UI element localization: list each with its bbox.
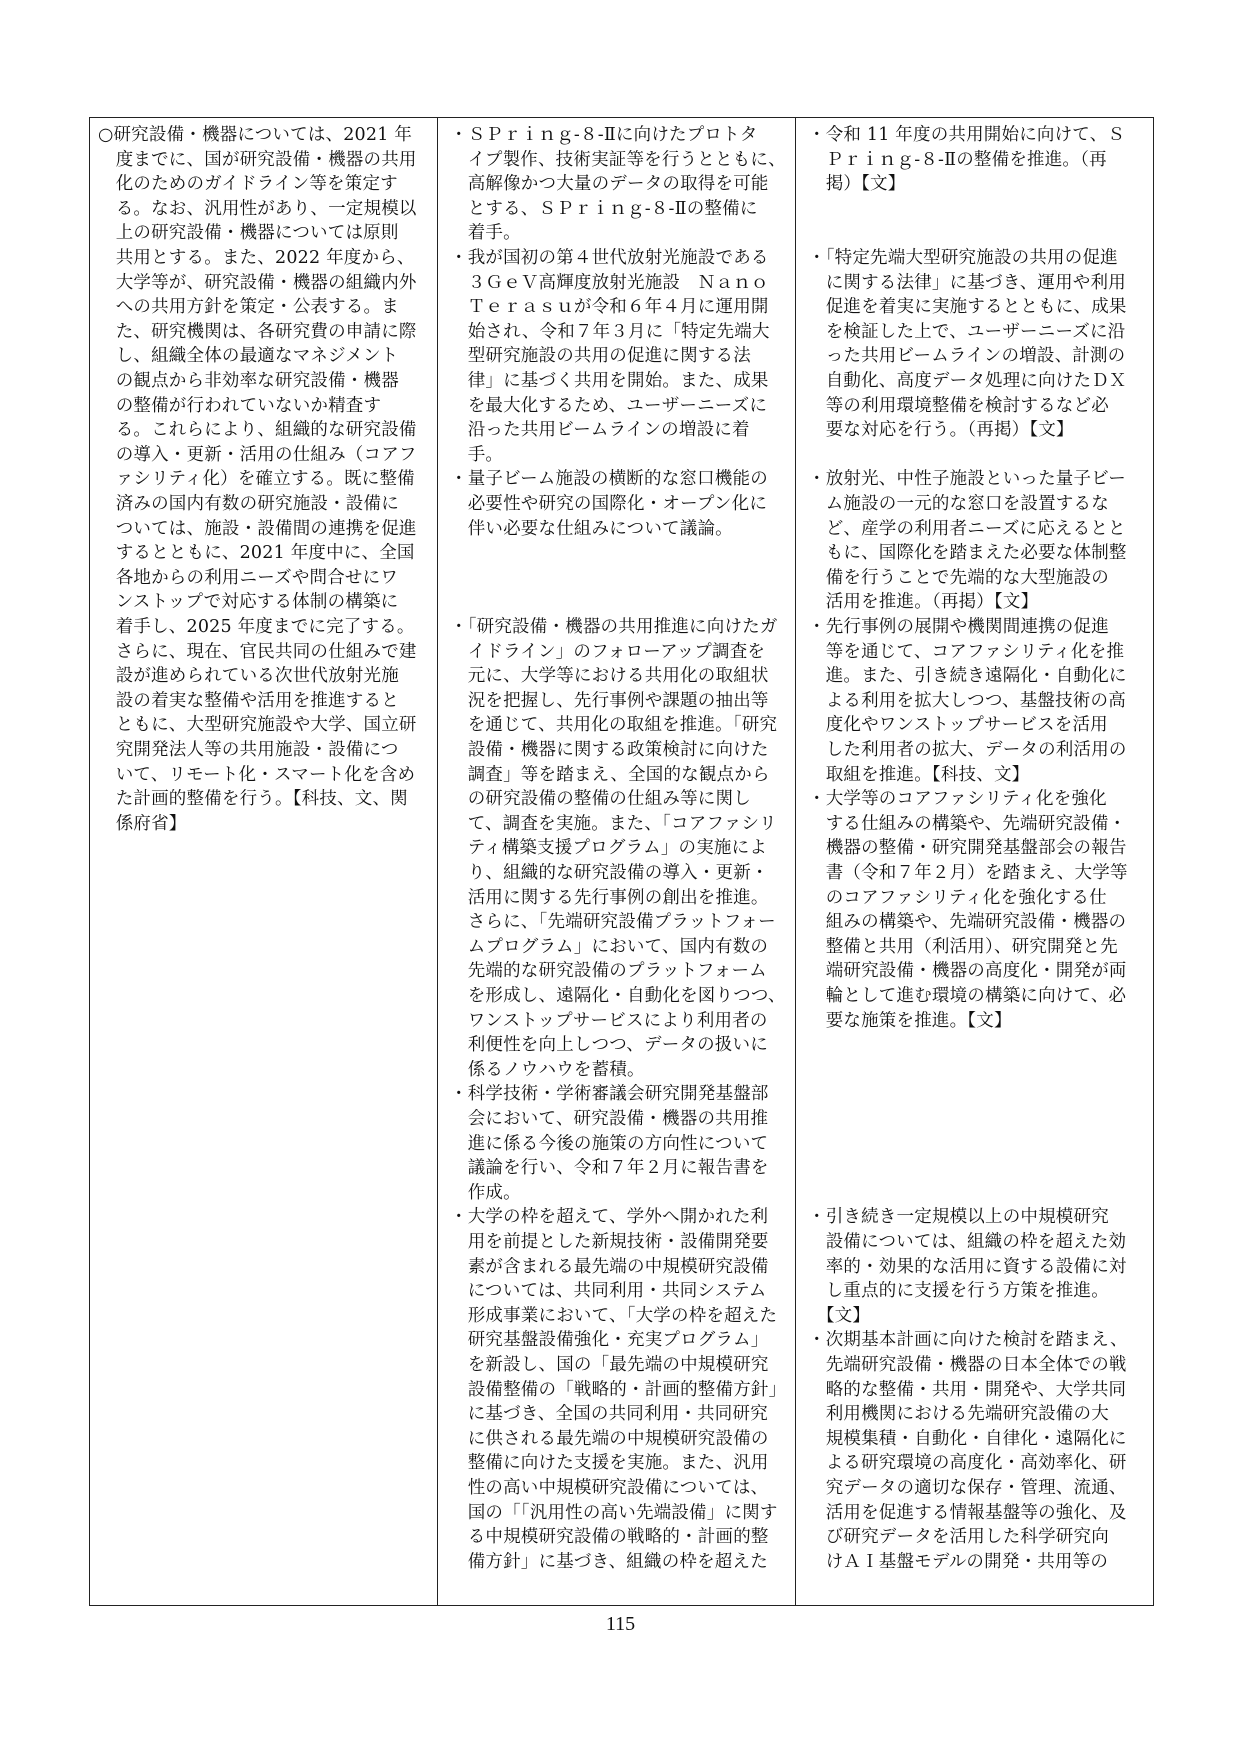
text-line: を通じて、共用化の取組を推進。「研究 [450, 715, 778, 736]
text-line: ついては、施設・設備間の連携を促進 [98, 518, 417, 539]
text-line: 機器の整備・研究開発基盤部会の報告 [808, 838, 1127, 859]
text-line: Ｔｅｒａｓｕが令和６年４月に運用開 [450, 297, 769, 318]
text-line: 設が進められている次世代放射光施 [98, 666, 399, 687]
text-line: ・大学等のコアファシリティ化を強化 [808, 789, 1107, 810]
text-line: を新設し、国の「最先端の中規模研究 [450, 1355, 769, 1375]
text-line: 上の研究設備・機器については原則 [98, 223, 399, 244]
text-line: ム施設の一元的な窓口を設置するな [808, 494, 1109, 514]
column-plan [90, 118, 438, 1605]
text-line: ・令和 11 年度の共用開始に向けて、Ｓ [808, 125, 1126, 145]
text-line: し、組織全体の最適なマネジメント [98, 346, 399, 367]
text-line: 研究基盤設備強化・充実プログラム」 [450, 1330, 769, 1351]
text-line: ・大学の枠を超えて、学外へ開かれた利 [450, 1207, 769, 1228]
text-line: 高解像かつ大量のデータの取得を可能 [450, 174, 769, 195]
text-line: ンストップで対応する体制の構築に [98, 592, 399, 613]
text-line: イプ製作、技術実証等を行うとともに、 [450, 149, 786, 170]
text-line: 略的な整備・共用・開発や、大学共同 [808, 1379, 1127, 1400]
text-line: 活用に関する先行事例の創出を推進。 [450, 887, 769, 908]
text-line: 等の利用環境整備を検討するなど必 [808, 395, 1109, 416]
text-line: さらに、現在、官民共同の仕組みで建 [98, 641, 417, 662]
text-line: いて、リモート化・スマート化を含め [98, 764, 416, 785]
text-line: を最大化するため、ユーザーニーズに [450, 395, 768, 416]
text-line: よる研究環境の高度化・高効率化、研 [808, 1453, 1127, 1474]
text-line: けＡＩ基盤モデルの開発・共用等の [808, 1551, 1109, 1572]
text-line: ・我が国初の第４世代放射光施設である [450, 248, 769, 268]
text-line: ・「特定先端大型研究施設の共用の促進 [808, 248, 1118, 268]
text-line: て、調査を実施。また、「コアファシリ [450, 813, 777, 834]
text-line: に供される最先端の中規模研究設備の [450, 1428, 769, 1449]
column-future [796, 118, 1153, 1605]
text-line: ・放射光、中性子施設といった量子ビー [808, 469, 1126, 490]
text-line: 会において、研究設備・機器の共用推 [450, 1109, 769, 1129]
text-line: 着手し、2025 年度までに完了する。 [98, 617, 415, 637]
text-line: 共用とする。また、2022 年度から、 [98, 248, 415, 268]
text-line: 整備と共用（利活用）、研究開発と先 [808, 936, 1118, 957]
text-line: 整備に向けた支援を実施。また、汎用 [450, 1453, 769, 1474]
text-line: 進。また、引き続き遠隔化・自動化に [808, 666, 1127, 687]
text-line: 究データの適切な保存・管理、流通、 [808, 1478, 1127, 1498]
text-line: 利便性を向上しつつ、データの扱いに [450, 1035, 768, 1056]
text-line: 律」に基づく共用を開始。また、成果 [450, 371, 769, 391]
column-progress [438, 118, 796, 1605]
text-line: の観点から非効率な研究設備・機器 [98, 371, 399, 391]
text-line: 規模集積・自動化・自律化・遠隔化に [808, 1428, 1127, 1449]
text-line: の整備が行われていないか精査す [98, 395, 382, 416]
text-line: 済みの国内有数の研究施設・設備に [98, 494, 399, 514]
text-line: ァシリティ化）を確立する。既に整備 [98, 469, 415, 490]
text-line: 活用を推進。（再掲）【文】 [808, 592, 1039, 613]
text-line: 要な施策を推進。【文】 [808, 1010, 1012, 1031]
text-line: 設の着実な整備や活用を推進すると [98, 690, 399, 711]
text-line: 度化やワンストップサービスを活用 [808, 715, 1108, 736]
text-line: 先端研究設備・機器の日本全体での戦 [808, 1355, 1127, 1375]
text-line: 議論を行い、令和７年２月に報告書を [450, 1158, 769, 1179]
text-line: った共用ビームラインの増設、計測の [808, 346, 1126, 367]
text-line: ・引き続き一定規模以上の中規模研究 [808, 1207, 1109, 1228]
text-line: 究開発法人等の共用施設・設備につ [98, 740, 399, 760]
text-line: イドライン」のフォローアップ調査を [450, 641, 766, 662]
text-line: 活用を促進する情報基盤等の強化、及 [808, 1502, 1127, 1523]
text-line: ・次期基本計画に向けた検討を踏まえ、 [808, 1330, 1128, 1351]
text-line: 取組を推進。【科技、文】 [808, 764, 1030, 785]
text-line: ・量子ビーム施設の横断的な窓口機能の [450, 469, 768, 490]
text-line: 設備整備の「戦略的・計画的整備方針」 [450, 1379, 787, 1400]
text-line: の導入・更新・活用の仕組み（コアフ [98, 444, 417, 465]
text-line: した利用者の拡大、データの利活用の [808, 740, 1127, 760]
text-line: る。これらにより、組織的な研究設備 [98, 420, 417, 441]
text-line: を検証した上で、ユーザーニーズに沿 [808, 321, 1126, 342]
text-line: ・「研究設備・機器の共用推進に向けたガ [450, 617, 778, 637]
text-line: を形成し、遠隔化・自動化を図りつつ、 [450, 986, 786, 1006]
text-line: よる利用を拡大しつつ、基盤技術の高 [808, 690, 1126, 711]
text-line: る中規模研究設備の戦略的・計画的整 [450, 1527, 769, 1548]
text-line: Ｐｒｉｎｇ-８-Ⅱの整備を推進。（再 [808, 149, 1107, 170]
text-line: するとともに、2021 年度中に、全国 [98, 543, 415, 564]
text-line: 利用機関における先端研究設備の大 [808, 1404, 1109, 1425]
text-line: 設備・機器に関する政策検討に向けた [450, 740, 769, 760]
text-line: り、組織的な研究設備の導入・更新・ [450, 863, 769, 883]
text-line: ともに、大型研究施設や大学、国立研 [98, 715, 417, 736]
text-line: 化のためのガイドライン等を策定す [98, 174, 398, 195]
text-line: に関する法律」に基づき、運用や利用 [808, 272, 1126, 293]
text-line: ワンストップサービスにより利用者の [450, 1010, 768, 1031]
text-line: 率的・効果的な活用に資する設備に対 [808, 1256, 1127, 1277]
text-line: 係るノウハウを蓄積。 [450, 1059, 645, 1080]
text-line: 度までに、国が研究設備・機器の共用 [98, 149, 417, 170]
text-line: とする、ＳＰｒｉｎｇ-８-Ⅱの整備に [450, 198, 758, 219]
text-line: 始され、令和７年３月に「特定先端大 [450, 321, 770, 342]
text-line: ・先行事例の展開や機関間連携の促進 [808, 617, 1109, 637]
text-line: 自動化、高度データ処理に向けたＤＸ [808, 371, 1127, 391]
text-line: 作成。 [450, 1182, 521, 1203]
text-line: 備を行うことで先端的な大型施設の [808, 567, 1109, 588]
text-line: 型研究施設の共用の促進に関する法 [450, 346, 751, 367]
text-line: る。なお、汎用性があり、一定規模以 [98, 198, 417, 219]
text-line: 先端的な研究設備のプラットフォーム [450, 961, 767, 982]
text-line: 元に、大学等における共用化の取組状 [450, 666, 769, 687]
text-line: ・ＳＰｒｉｎｇ-８-Ⅱに向けたプロトタ [450, 125, 758, 145]
text-line: 用を前提とした新規技術・設備開発要 [450, 1232, 769, 1252]
text-line: び研究データを活用した科学研究向 [808, 1527, 1109, 1548]
text-line: さらに、「先端研究設備プラットフォー [450, 912, 776, 933]
text-line: た、研究機関は、各研究費の申請に際 [98, 321, 417, 342]
text-line: た計画的整備を行う。【科技、文、関 [98, 789, 408, 810]
text-line: 促進を着実に実施するとともに、成果 [808, 297, 1127, 318]
text-line: については、共同利用・共同システム [450, 1281, 767, 1302]
text-line: ムプログラム」において、国内有数の [450, 936, 769, 957]
text-line: 必要性や研究の国際化・オープン化に [450, 494, 768, 514]
text-line: 況を把握し、先行事例や課題の抽出等 [450, 690, 769, 711]
text-line: 書（令和７年２月）を踏まえ、大学等 [808, 863, 1128, 883]
text-line: 着手。 [450, 223, 521, 244]
text-line: ど、産学の利用者ニーズに応えるとと [808, 518, 1126, 539]
text-line: 大学等が、研究設備・機器の組織内外 [98, 272, 417, 293]
text-line: 端研究設備・機器の高度化・開発が両 [808, 961, 1127, 982]
text-line: 係府省】 [98, 813, 187, 834]
text-line: 形成事業において、「大学の枠を超えた [450, 1305, 778, 1326]
text-line: 調査」等を踏まえ、全国的な観点から [450, 764, 770, 785]
text-line: 設備については、組織の枠を超えた効 [808, 1232, 1127, 1252]
text-line: の研究設備の整備の仕組み等に関し [450, 789, 751, 810]
text-line: のコアファシリティ化を強化する仕 [808, 887, 1107, 908]
text-line: もに、国際化を踏まえた必要な体制整 [808, 543, 1127, 564]
text-line: 【文】 [808, 1305, 871, 1326]
text-line: ３ＧｅＶ高輝度放射光施設 Ｎａｎｏ [450, 272, 769, 293]
text-line: 進に係る今後の施策の方向性について [450, 1133, 769, 1154]
text-line: 掲）【文】 [808, 174, 906, 195]
text-line: 沿った共用ビームラインの増設に着 [450, 420, 750, 441]
text-line: 輪として進む環境の構築に向けて、必 [808, 986, 1127, 1006]
text-line: 等を通じて、コアファシリティ化を推 [808, 641, 1125, 662]
text-line: 手。 [450, 444, 504, 465]
text-line: 国の「「汎用性の高い先端設備」に関す [450, 1502, 778, 1523]
text-line: 性の高い中規模研究設備については、 [450, 1478, 769, 1498]
text-line: し重点的に支援を行う方策を推進。 [808, 1281, 1109, 1302]
text-line: 組みの構築や、先端研究設備・機器の [808, 912, 1127, 933]
text-line: に基づき、全国の共同利用・共同研究 [450, 1404, 768, 1425]
text-line: 要な対応を行う。（再掲）【文】 [808, 420, 1074, 441]
text-line: ○研究設備・機器については、2021 年 [98, 125, 413, 145]
text-line: ・科学技術・学術審議会研究開発基盤部 [450, 1084, 769, 1105]
text-line: ティ構築支援プログラム」の実施によ [450, 838, 768, 859]
page-number: 115 [605, 1613, 636, 1635]
text-line: 素が含まれる最先端の中規模研究設備 [450, 1256, 769, 1277]
text-line: への共用方針を策定・公表する。ま [98, 297, 399, 318]
text-line: する仕組みの構築や、先端研究設備・ [808, 813, 1127, 834]
text-line: 各地からの利用ニーズや問合せにワ [98, 567, 399, 588]
text-line: 備方針」に基づき、組織の枠を超えた [450, 1551, 768, 1572]
policy-table [89, 117, 1154, 1606]
text-line: 伴い必要な仕組みについて議論。 [450, 518, 733, 539]
